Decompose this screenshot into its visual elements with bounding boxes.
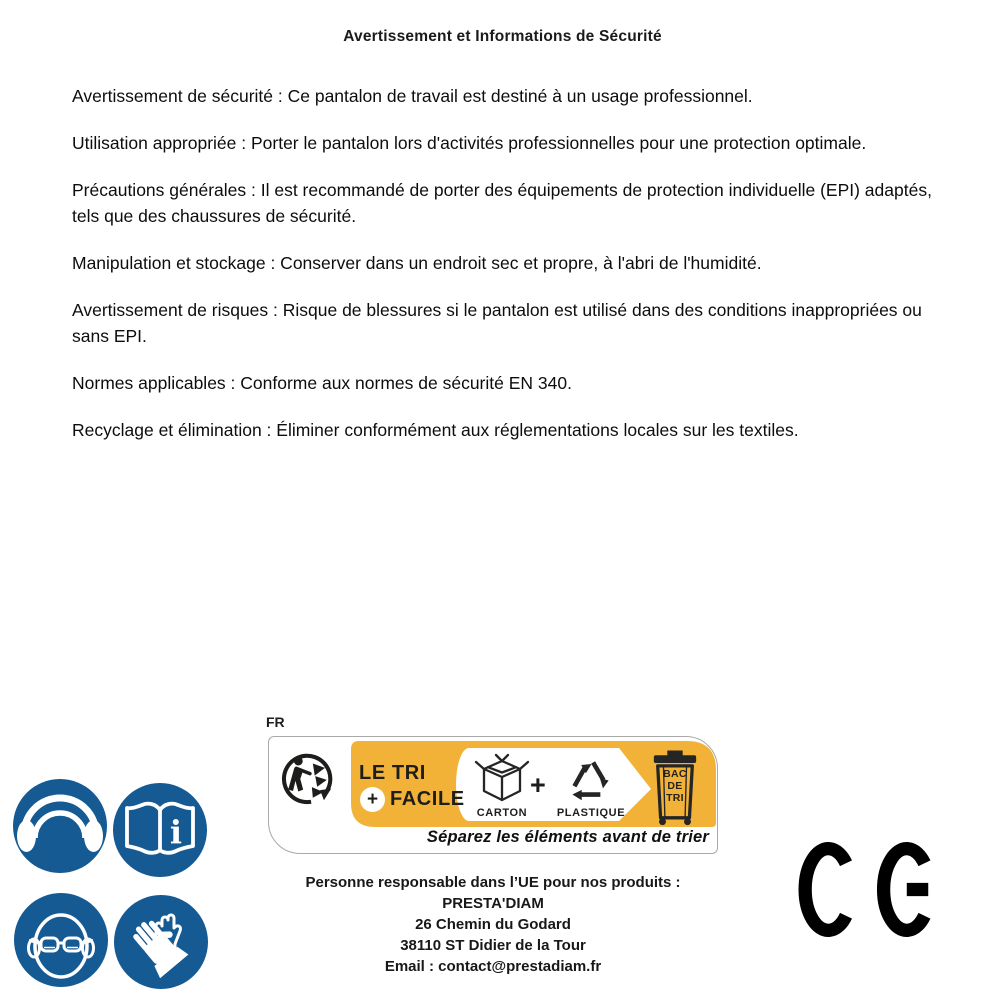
sorting-instruction: Séparez les éléments avant de trier [426,828,709,846]
carton-box-icon [472,753,532,807]
page-title: Avertissement et Informations de Sécurité [343,28,662,45]
plastique-label: PLASTIQUE [556,807,626,819]
wear-eye-protection-icon [14,893,108,987]
fr-country-label: FR [266,714,285,730]
banner-headline-le-tri: LE TRI [359,762,426,784]
paragraph-precautions-generales: Précautions générales : Il est recommandé de porter des équipements de protection individuelle (EPI) adaptés, tels que des chaussures de sécurité. [72,180,932,226]
bin-label-line2: DE [667,780,683,792]
paragraph-avertissement-securite: Avertissement de sécurité : Ce pantalon de travail est destiné à un usage professionnel. [72,86,753,106]
triman-icon [280,746,336,810]
responsible-person-block [258,872,728,977]
recycling-sorting-banner [268,736,718,854]
plastic-recycling-icon [561,753,619,805]
paragraph-recyclage-elimination: Recyclage et élimination : Éliminer conformément aux réglementations locales sur les textiles. [72,420,799,440]
contact-line-street: 26 Chemin du Godard [415,916,571,933]
bin-label-line1: BAC [663,768,687,780]
plus-separator: + [530,770,546,800]
contact-line-email: Email : contact@prestadiam.fr [384,958,602,975]
safety-paragraphs [72,83,944,464]
wear-protective-gloves-icon [114,895,208,989]
paragraph-utilisation-appropriee: Utilisation appropriée : Porter le pantalon lors d'activités professionnelles pour une protection optimale. [72,133,867,153]
svg-text:i: i [169,813,183,851]
paragraph-avertissement-risques: Avertissement de risques : Risque de blessures si le pantalon est utilisé dans des conditions inappropriées ou sans EPI. [72,300,922,346]
plus-circle-icon: + [360,787,385,812]
contact-line-company: PRESTA'DIAM [442,895,544,912]
ce-marking-icon [798,842,940,937]
contact-line-city: 38110 ST Didier de la Tour [400,937,586,954]
paragraph-normes-applicables: Normes applicables : Conforme aux normes de sécurité EN 340. [72,373,572,393]
bin-label [650,768,700,804]
read-instruction-manual-icon [113,783,207,877]
bin-label-line3: TRI [666,792,684,804]
paragraph-manipulation-stockage: Manipulation et stockage : Conserver dans un endroit sec et propre, à l'abri de l'humidité. [72,253,762,273]
contact-line-responsible: Personne responsable dans l’UE pour nos produits : [305,874,681,891]
wear-ear-protection-icon [13,779,107,873]
banner-headline-facile: FACILE [390,788,465,810]
carton-label: CARTON [476,807,528,819]
